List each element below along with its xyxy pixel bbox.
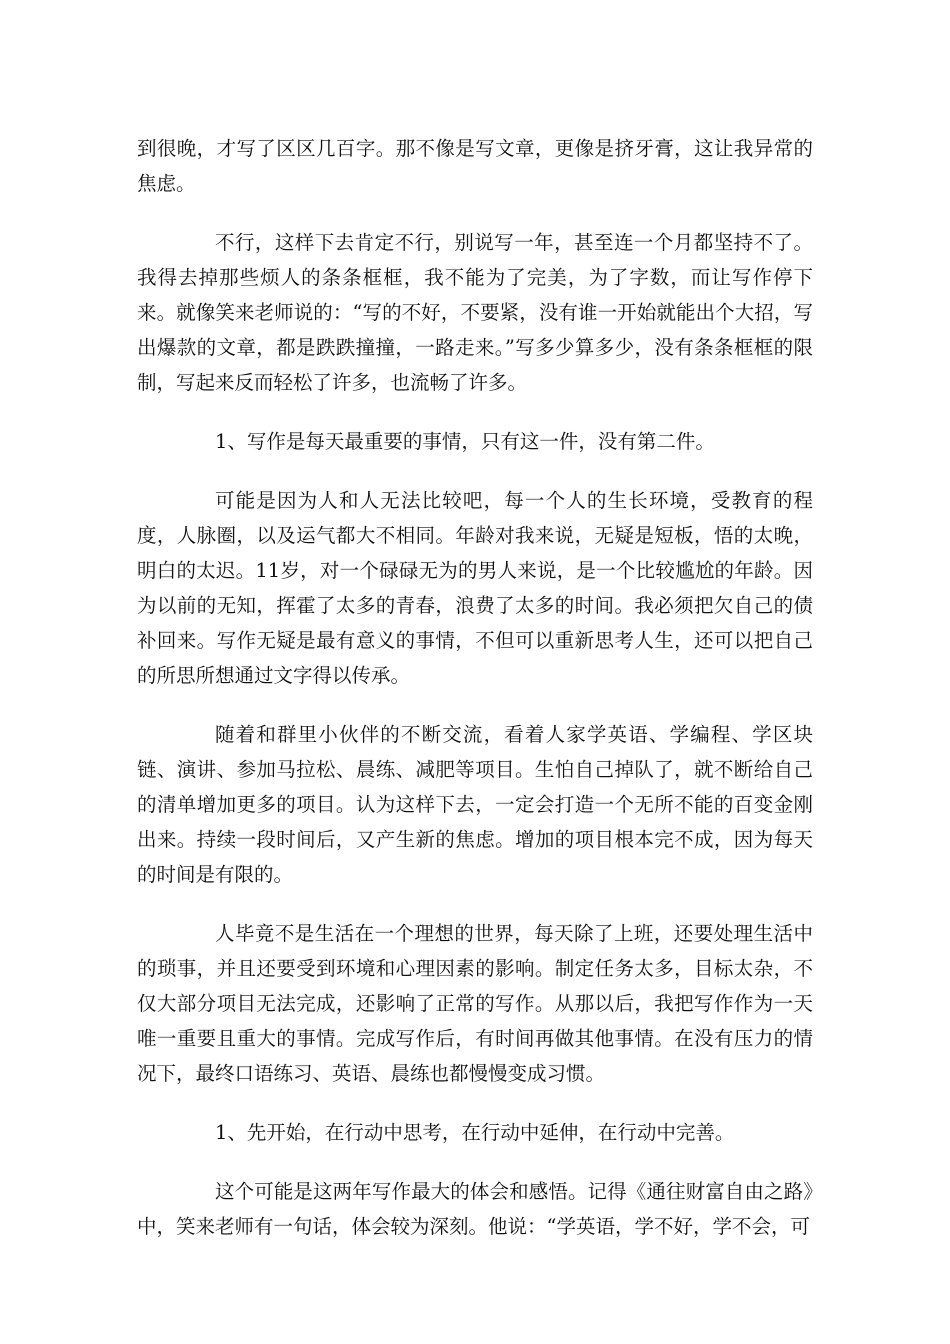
paragraph-6: 这个可能是这两年写作最大的体会和感悟。记得《通往财富自由之路》中，笑来老师有一句话，体会较为深刻。他说：“学英语，学不好，学不会，可 bbox=[137, 1180, 813, 1238]
document-body bbox=[137, 131, 813, 1268]
section-heading-2: 1、先开始，在行动中思考，在行动中延伸，在行动中完善。 bbox=[215, 1121, 735, 1144]
paragraph-5: 人毕竟不是生活在一个理想的世界，每天除了上班，还要处理生活中的琐事，并且还要受到环境和心理因素的影响。制定任务太多，目标太杂，不仅大部分项目无法完成，还影响了正常的写作。从那以后，我把写作作为一天唯一重要且重大的事情。完成写作后，有时间再做其他事情。在没有压力的情况下，最终口语练习、英语、晨练也都慢慢变成习惯。 bbox=[137, 922, 813, 1085]
section-heading-1: 1、写作是每天最重要的事情，只有这一件，没有第二件。 bbox=[215, 430, 715, 453]
paragraph-1: 到很晚，才写了区区几百字。那不像是写文章，更像是挤牙膏，这让我异常的焦虑。 bbox=[137, 137, 813, 195]
paragraph-3: 可能是因为人和人无法比较吧，每一个人的生长环境，受教育的程度，人脉圈，以及运气都大不相同。年龄对我来说，无疑是短板，悟的太晚，明白的太迟。11岁，对一个碌碌无为的男人来说，是一个比较尴尬的年龄。因为以前的无知，挥霍了太多的青春，浪费了太多的时间。我必须把欠自己的债补回来。写作无疑是最有意义的事情，不但可以重新思考人生，还可以把自己的所思所想通过文字得以传承。 bbox=[137, 489, 813, 687]
paragraph-2: 不行，这样下去肯定不行，别说写一年，甚至连一个月都坚持不了。我得去掉那些烦人的条条框框，我不能为了完美，为了字数，而让写作停下来。就像笑来老师说的：“写的不好，不要紧，没有谁一开始就能出个大招，写出爆款的文章，都是跌跌撞撞，一路走来。”写多少算多少，没有条条框框的限制，写起来反而轻松了许多，也流畅了许多。 bbox=[137, 231, 813, 394]
paragraph-4: 随着和群里小伙伴的不断交流，看着人家学英语、学编程、学区块链、演讲、参加马拉松、晨练、减肥等项目。生怕自己掉队了，就不断给自己的清单增加更多的项目。认为这样下去，一定会打造一个无所不能的百变金刚出来。持续一段时间后，又产生新的焦虑。增加的项目根本完不成，因为每天的时间是有限的。 bbox=[137, 723, 813, 886]
